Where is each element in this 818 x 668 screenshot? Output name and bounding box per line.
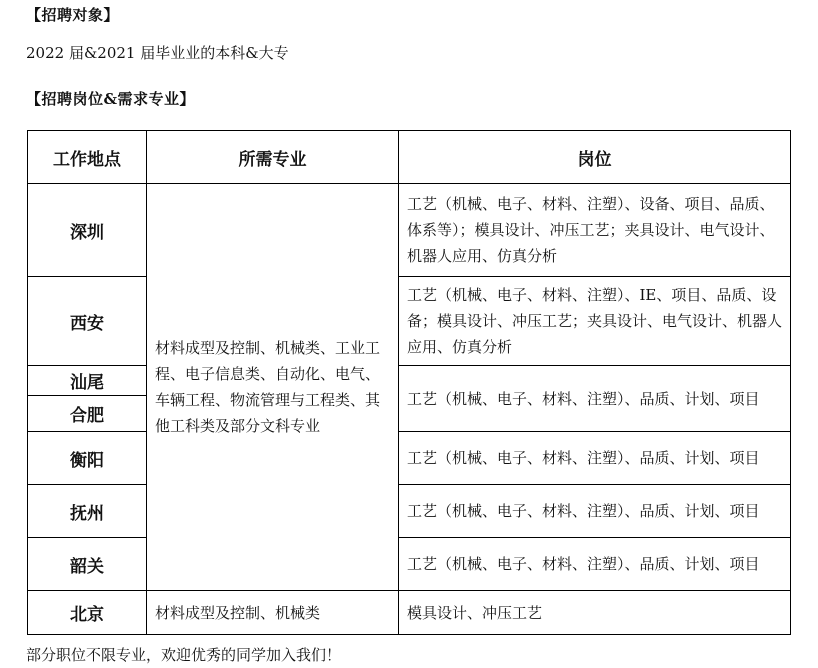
recruit-target-text: 2022 届&2021 届毕业业的本科&大专 <box>26 44 289 62</box>
location-cell: 合肥 <box>28 396 147 432</box>
position-cell: 工艺（机械、电子、材料、注塑）、品质、计划、项目 <box>399 538 791 591</box>
footer-note: 部分职位不限专业，欢迎优秀的同学加入我们！ <box>26 646 342 664</box>
table-row <box>28 591 791 635</box>
table-row <box>28 366 791 396</box>
location-cell: 汕尾 <box>28 366 147 396</box>
major-cell: 材料成型及控制、机械类 <box>147 591 399 635</box>
position-cell: 工艺（机械、电子、材料、注塑）、设备、项目、品质、体系等）；模具设计、冲压工艺；夹具设计、电气设计、机器人应用、仿真分析 <box>399 184 791 277</box>
positions-heading: 【招聘岗位&需求专业】 <box>26 90 196 108</box>
location-cell: 西安 <box>28 277 147 366</box>
position-cell: 工艺（机械、电子、材料、注塑）、IE、项目、品质、设备；模具设计、冲压工艺；夹具设计、电气设计、机器人应用、仿真分析 <box>399 277 791 366</box>
table-row <box>28 485 791 538</box>
table-header-row <box>28 131 791 184</box>
header-position: 岗位 <box>399 131 791 184</box>
position-cell: 模具设计、冲压工艺 <box>399 591 791 635</box>
position-cell: 工艺（机械、电子、材料、注塑）、品质、计划、项目 <box>399 485 791 538</box>
table-row <box>28 277 791 366</box>
shared-major-cell: 材料成型及控制、机械类、工业工程、电子信息类、自动化、电气、车辆工程、物流管理与工程类、其他工科类及部分文科专业 <box>147 184 399 591</box>
location-cell: 韶关 <box>28 538 147 591</box>
recruit-target-heading: 【招聘对象】 <box>26 6 120 24</box>
position-cell: 工艺（机械、电子、材料、注塑）、品质、计划、项目 <box>399 432 791 485</box>
position-cell: 工艺（机械、电子、材料、注塑）、品质、计划、项目 <box>399 366 791 432</box>
table-row <box>28 432 791 485</box>
table-row <box>28 184 791 277</box>
header-location: 工作地点 <box>28 131 147 184</box>
location-cell: 衡阳 <box>28 432 147 485</box>
location-cell: 深圳 <box>28 184 147 277</box>
table-row <box>28 538 791 591</box>
positions-table <box>27 130 791 635</box>
header-major: 所需专业 <box>147 131 399 184</box>
location-cell: 北京 <box>28 591 147 635</box>
location-cell: 抚州 <box>28 485 147 538</box>
